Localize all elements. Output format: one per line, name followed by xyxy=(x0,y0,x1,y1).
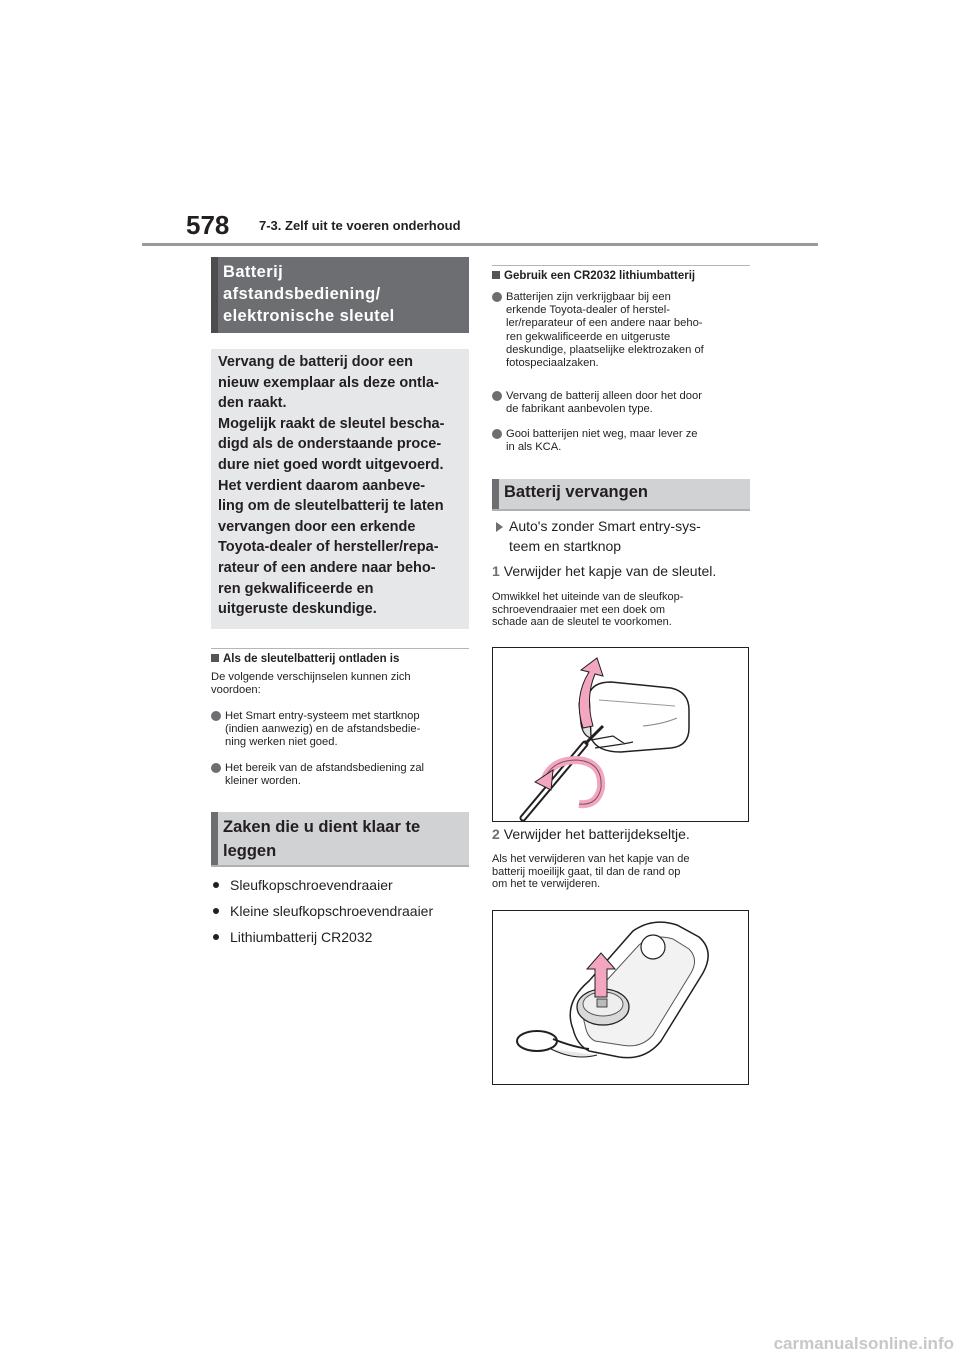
subhead-cr2032 xyxy=(492,270,695,282)
key-battery-illustration xyxy=(493,911,748,1084)
step-1 xyxy=(492,561,716,581)
text-line: deskundige, plaatselijke elektrozaken of xyxy=(506,343,704,356)
tool-label: Sleufkopschroevendraaier xyxy=(230,877,393,893)
step-number: 1 xyxy=(492,563,500,579)
play-triangle-icon xyxy=(496,522,503,532)
intro-line: Toyota-dealer of hersteller/repa- xyxy=(218,539,439,556)
intro-line: Mogelijk raakt de sleutel bescha- xyxy=(218,415,445,432)
intro-line: Vervang de batterij door een xyxy=(218,354,413,370)
text-line: Auto's zonder Smart entry-sys- xyxy=(509,518,701,534)
section-rule xyxy=(211,648,469,649)
text-line: De volgende verschijnselen kunnen zich xyxy=(211,671,411,683)
bullet-icon xyxy=(492,391,502,401)
step-text: Verwijder het batterijdekseltje. xyxy=(503,826,690,842)
step2-note xyxy=(492,853,752,891)
figure-remove-battery-cover xyxy=(492,910,749,1085)
tool-item xyxy=(211,929,372,945)
text-line: ning werken niet goed. xyxy=(225,736,338,749)
section-title: 7-3. Zelf uit te voeren onderhoud xyxy=(259,218,461,233)
bullet-item xyxy=(492,428,768,454)
square-marker-icon xyxy=(211,654,219,662)
intro-text xyxy=(218,352,466,620)
heading-bar xyxy=(211,257,218,333)
intro-line: nieuw exemplaar als deze ontla- xyxy=(218,374,439,391)
heading-line: Batterij vervangen xyxy=(504,483,648,501)
footer-watermark: carmanualsonline.info xyxy=(773,1334,954,1353)
tool-label: Kleine sleufkopschroevendraaier xyxy=(230,903,434,919)
header-rule xyxy=(142,243,818,246)
subhead-text: Gebruik een CR2032 lithiumbatterij xyxy=(504,270,696,282)
text-line: (indien aanwezig) en de afstandsbedie- xyxy=(225,723,421,736)
text-line: Als het verwijderen van het kapje van de xyxy=(492,853,690,865)
step1-note xyxy=(492,591,752,629)
tool-label: Lithiumbatterij CR2032 xyxy=(230,929,373,945)
intro-line: digd als de onderstaande proce- xyxy=(218,436,442,453)
bullet-icon xyxy=(492,292,502,302)
text-line: Het Smart entry-systeem met startknop xyxy=(225,710,420,722)
bullet-icon xyxy=(492,429,502,439)
sub1-text xyxy=(211,671,471,697)
bullet-item xyxy=(492,390,768,416)
subhead-text: Als de sleutelbatterij ontladen is xyxy=(223,653,400,665)
variant-label xyxy=(492,516,750,556)
page-number: 578 xyxy=(186,210,230,240)
bullet-item xyxy=(211,710,485,750)
heading-line: afstandsbediening/ xyxy=(223,285,381,303)
text-line: voordoen: xyxy=(211,684,261,697)
bullet-item xyxy=(211,762,485,788)
heading-line: Batterij xyxy=(223,263,284,281)
text-line: ler/reparateur of een andere naar beho- xyxy=(506,317,703,330)
bullet-icon xyxy=(211,763,221,773)
bullet-item xyxy=(492,291,768,370)
text-line: Het bereik van de afstandsbediening zal xyxy=(225,762,425,774)
bullet-icon xyxy=(213,882,219,888)
text-line: fotospeciaalzaken. xyxy=(506,357,599,370)
figure-remove-cap xyxy=(492,647,749,822)
text-line: schroevendraaier met een doek om xyxy=(492,603,666,616)
step-text: Verwijder het kapje van de sleutel. xyxy=(503,563,717,579)
intro-line: rateur of een andere naar beho- xyxy=(218,559,436,576)
text-line: om het te verwijderen. xyxy=(492,878,601,890)
key-cap-illustration xyxy=(493,648,748,821)
heading-bar xyxy=(492,479,499,509)
text-line: Gooi batterijen niet weg, maar lever ze xyxy=(506,428,698,440)
text-line: erkende Toyota-dealer of herstel- xyxy=(506,304,670,317)
heading-bar xyxy=(211,812,218,865)
bullet-icon xyxy=(213,908,219,914)
intro-line: vervangen door een erkende xyxy=(218,518,416,535)
intro-line: uitgeruste deskundige. xyxy=(218,601,377,618)
text-line: teem en startknop xyxy=(509,538,622,554)
heading-prepare-items xyxy=(211,812,469,867)
step-number: 2 xyxy=(492,826,500,842)
heading-replace-battery xyxy=(492,479,750,511)
intro-line: Het verdient daarom aanbeve- xyxy=(218,477,426,494)
subhead-battery-empty xyxy=(211,653,399,665)
text-line: de fabrikant aanbevolen type. xyxy=(506,403,653,416)
bullet-icon xyxy=(213,934,219,940)
square-marker-icon xyxy=(492,271,500,279)
heading-line: elektronische sleutel xyxy=(223,307,395,325)
heading-battery-remote xyxy=(211,257,469,333)
step-2 xyxy=(492,824,690,844)
text-line: in als KCA. xyxy=(506,441,562,454)
heading-line: leggen xyxy=(223,842,277,860)
intro-line: ren gekwalificeerde en xyxy=(218,580,374,597)
intro-line: dure niet goed wordt uitgevoerd. xyxy=(218,456,444,473)
text-line: Omwikkel het uiteinde van de sleufkop- xyxy=(492,591,684,603)
text-line: Batterijen zijn verkrijgbaar bij een xyxy=(506,291,671,303)
text-line: batterij moeilijk gaat, til dan de rand op xyxy=(492,865,681,878)
tool-item xyxy=(211,903,433,919)
intro-line: ling om de sleutelbatterij te laten xyxy=(218,498,444,515)
text-line: schade aan de sleutel te voorkomen. xyxy=(492,616,672,628)
intro-line: den raakt. xyxy=(218,395,287,412)
text-line: ren gekwalificeerde en uitgeruste xyxy=(506,330,671,343)
bullet-icon xyxy=(211,711,221,721)
text-line: Vervang de batterij alleen door het door xyxy=(506,390,702,402)
tool-item xyxy=(211,877,393,893)
section-rule xyxy=(492,265,750,266)
text-line: kleiner worden. xyxy=(225,775,301,788)
heading-line: Zaken die u dient klaar te xyxy=(223,818,421,836)
